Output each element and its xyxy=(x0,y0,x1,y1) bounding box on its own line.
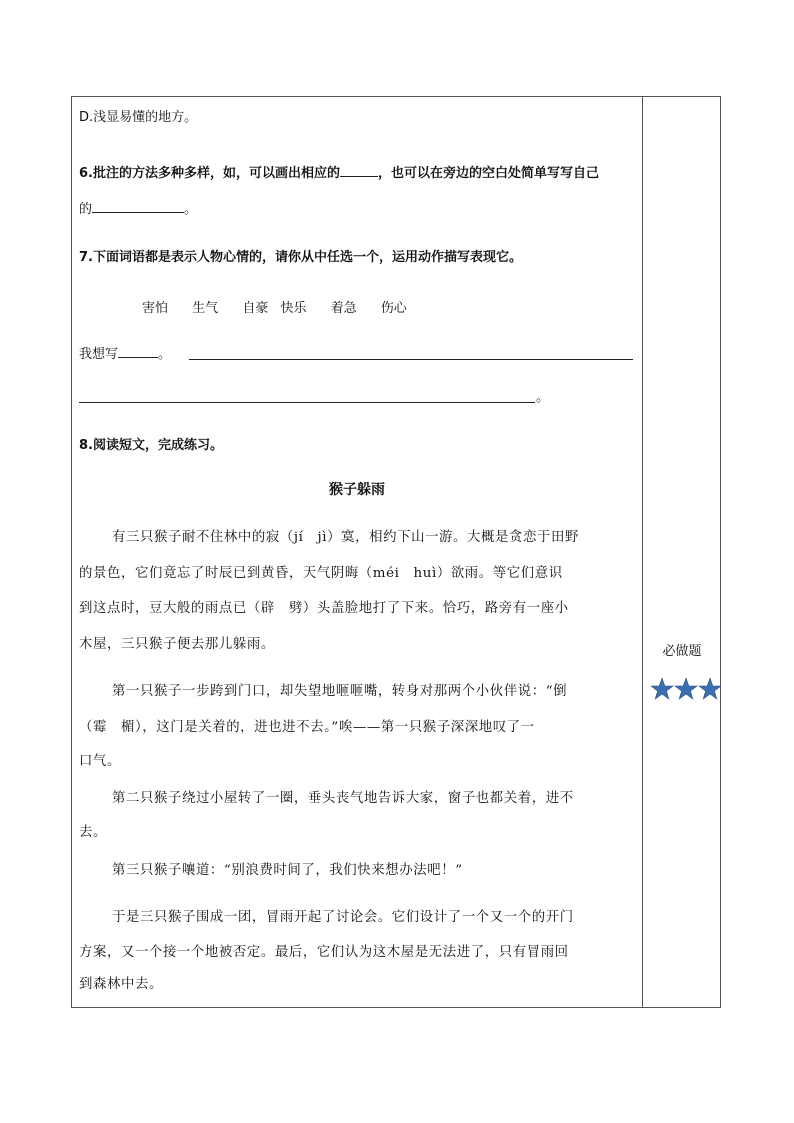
passage-line: 的景色，它们竟忘了时辰已到黄昏，天气阴晦（méi huì）欲雨。等它们意识 xyxy=(79,566,563,581)
passage-line: 到森林中去。 xyxy=(79,977,163,992)
passage-line: 去。 xyxy=(79,825,107,840)
passage-line: 口气。 xyxy=(79,754,121,769)
word-item: 着急 xyxy=(330,301,357,316)
q6-text-b: ，也可以在旁边的空白处简单写写自己 xyxy=(377,166,599,181)
q7-word-list xyxy=(142,300,427,318)
worksheet-table xyxy=(71,96,721,1008)
q6-line1 xyxy=(79,164,599,183)
passage-line: 木屋，三只猴子便去那儿躲雨。 xyxy=(79,637,275,652)
write-word-blank[interactable] xyxy=(118,345,158,358)
q7-write-line xyxy=(79,345,171,364)
passage-line: 于是三只猴子围成一团，冒雨开起了讨论会。它们设计了一个又一个的开门 xyxy=(112,910,574,925)
passage-line: 第二只猴子绕过小屋转了一圈，垂头丧气地告诉大家，窗子也都关着，进不 xyxy=(112,791,574,806)
passage-line: （霉 楣），这门是关着的，进也进不去。”唉——第一只猴子深深地叹了一 xyxy=(79,720,535,735)
q6-text-a: 6.批注的方法多种多样，如，可以画出相应的 xyxy=(79,166,340,181)
write-end-mark: 。 xyxy=(536,390,550,405)
passage-line: 第一只猴子一步跨到门口，却失望地咂咂嘴，转身对那两个小伙伴说：“倒 xyxy=(112,684,568,699)
word-item: 自豪 xyxy=(242,301,269,316)
write-answer-line-1[interactable] xyxy=(189,359,633,360)
q6-blank-1[interactable] xyxy=(340,164,378,177)
q6-blank-2[interactable] xyxy=(92,200,184,213)
star-icon xyxy=(699,678,721,699)
write-answer-line-2[interactable] xyxy=(79,402,535,403)
star-icon xyxy=(675,678,697,699)
side-column xyxy=(643,97,721,1007)
q6-text-d: 。 xyxy=(184,202,198,217)
required-tag: 必做题 xyxy=(662,644,702,659)
star-icon xyxy=(651,678,673,699)
question-column xyxy=(72,97,642,1007)
q6-text-c: 的 xyxy=(79,202,93,217)
q5-option-d: D.浅显易懂的地方。 xyxy=(79,110,198,125)
passage-line: 到这点时，豆大般的雨点已（辟 劈）头盖脸地打了下来。恰巧，路旁有一座小 xyxy=(79,601,569,616)
word-item: 伤心 xyxy=(380,301,407,316)
passage-title: 猴子躲雨 xyxy=(329,482,385,498)
word-item: 生气 xyxy=(192,301,219,316)
word-item: 快乐 xyxy=(280,301,307,316)
q6-line2 xyxy=(79,200,197,219)
passage-line: 第三只猴子嚷道：“别浪费时间了，我们快来想办法吧！” xyxy=(112,863,463,878)
passage-line: 有三只猴子耐不住林中的寂（jí jì）寞，相约下山一游。大概是贪恋于田野 xyxy=(112,530,579,545)
three-stars-icon xyxy=(651,677,721,703)
write-label: 我想写 xyxy=(79,347,119,362)
q8-prompt: 8.阅读短文，完成练习。 xyxy=(79,438,223,453)
word-item: 害怕 xyxy=(142,301,169,316)
write-mid-mark: 。 xyxy=(158,347,172,362)
q7-prompt: 7.下面词语都是表示人物心情的，请你从中任选一个，运用动作描写表现它。 xyxy=(79,250,522,265)
passage-line: 方案，又一个接一个地被否定。最后，它们认为这木屋是无法进了，只有冒雨回 xyxy=(79,945,569,960)
